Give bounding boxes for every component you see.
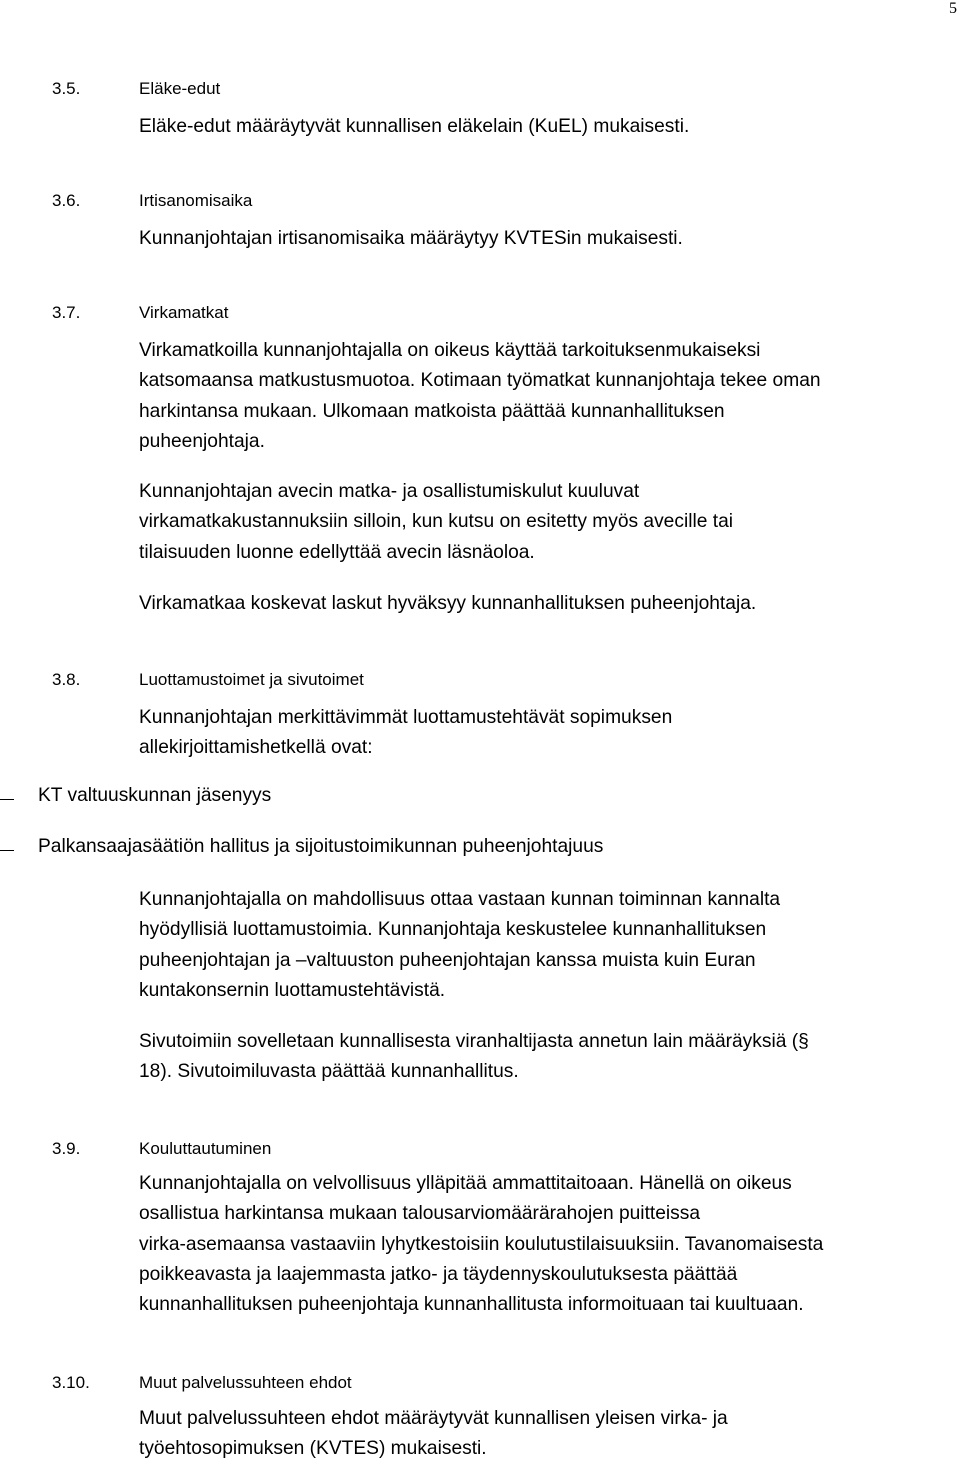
list-item: Palkansaajasäätiön hallitus ja sijoitustoimikunnan puheenjohtajuus xyxy=(38,836,604,857)
paragraph: Virkamatkaa koskevat laskut hyväksyy kunnanhallituksen puheenjohtaja. xyxy=(139,593,757,614)
paragraph: Muut palvelussuhteen ehdot määräytyvät kunnallisen yleisen virka- ja työehtosopimuksen (KVTES) mukaisesti. xyxy=(139,1408,728,1460)
section-heading: Muut palvelussuhteen ehdot xyxy=(139,1373,352,1392)
section-heading: Eläke-edut xyxy=(139,79,221,98)
section-number: 3.10. xyxy=(52,1373,90,1392)
paragraph: Sivutoimiin sovelletaan kunnallisesta viranhaltijasta annetun lain määräyksiä (§ 18). Sivutoimiluvasta päättää kunnanhallitus. xyxy=(139,1031,809,1083)
paragraph: Kunnanjohtajan irtisanomisaika määräytyy KVTESin mukaisesti. xyxy=(139,228,683,249)
paragraph: Virkamatkoilla kunnanjohtajalla on oikeus käyttää tarkoituksenmukaiseksi katsomaansa matkustusmuotoa. Kotimaan työmatkat kunnanjohtaja tekee oman harkintansa mukaan. Ulkomaan matkoista päättää kunnanhallituksen puheenjohtaja. xyxy=(139,340,821,452)
paragraph: Kunnanjohtajan merkittävimmät luottamustehtävät sopimuksen allekirjoittamishetkellä ovat: xyxy=(139,707,673,759)
list-item: KT valtuuskunnan jäsenyys xyxy=(38,785,272,806)
section-number: 3.9. xyxy=(52,1139,81,1158)
paragraph: Eläke-edut määräytyvät kunnallisen eläkelain (KuEL) mukaisesti. xyxy=(139,116,690,137)
section-number: 3.6. xyxy=(52,191,81,210)
section-number: 3.5. xyxy=(52,79,81,98)
section-heading: Luottamustoimet ja sivutoimet xyxy=(139,670,364,689)
page-number: 5 xyxy=(949,0,957,17)
section-number: 3.8. xyxy=(52,670,81,689)
section-heading: Kouluttautuminen xyxy=(139,1139,272,1158)
paragraph: Kunnanjohtajan avecin matka- ja osallistumiskulut kuuluvat virkamatkakustannuksiin silloin, kun kutsu on esitetty myös avecille tai tilaisuuden luonne edellyttää avecin läsnäoloa. xyxy=(139,481,734,563)
bullet-dash xyxy=(0,850,14,851)
section-number: 3.7. xyxy=(52,303,81,322)
paragraph: Kunnanjohtajalla on mahdollisuus ottaa vastaan kunnan toiminnan kannalta hyödyllisiä luottamustoimia. Kunnanjohtaja keskustelee kunnanhallituksen puheenjohtajan ja –valtuuston puheenjohtajan kanssa muista kuin Euran kuntakonsernin luottamustehtävistä. xyxy=(139,889,781,1001)
section-heading: Irtisanomisaika xyxy=(139,191,253,210)
bullet-dash xyxy=(0,799,14,800)
paragraph: Kunnanjohtajalla on velvollisuus ylläpitää ammattitaitoaan. Hänellä on oikeus osallistua harkintansa mukaan talousarviomäärärahojen puitteissa virka-asemaansa vastaaviin lyhytkestoisiin koulutustilaisuuksiin. Tavanomaisesta poikkeavasta ja laajemmasta jatko- ja täydennyskoulutuksesta päättää kunnanhallituksen puheenjohtaja kunnanhallitusta informoituaan tai kuultuaan. xyxy=(139,1173,824,1316)
section-heading: Virkamatkat xyxy=(139,303,229,322)
